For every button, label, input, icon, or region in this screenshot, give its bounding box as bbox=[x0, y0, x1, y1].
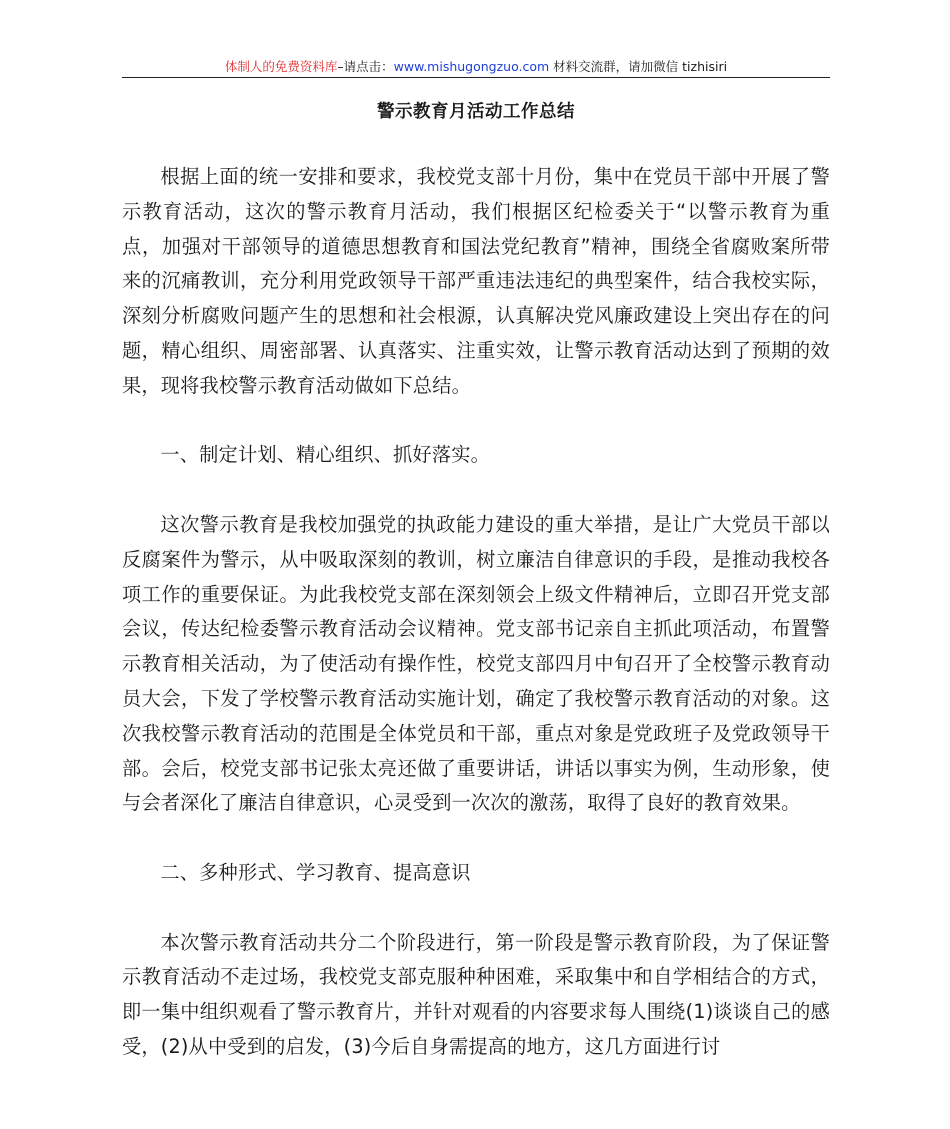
header-prefix: –请点击： bbox=[337, 59, 394, 74]
paragraph-intro: 根据上面的统一安排和要求，我校党支部十月份，集中在党员干部中开展了警示教育活动，这次的警示教育月活动，我们根据区纪检委关于“以警示教育为重点，加强对干部领导的道德思想教育和国法党纪教育”精神，围绕全省腐败案所带来的沉痛教训，充分利用党政领导干部严重违法违纪的典型案件，结合我校实际，深刻分析腐败问题产生的思想和社会根源，认真解决党风廉政建设上突出存在的问题，精心组织、周密部署、认真落实、注重实效，让警示教育活动达到了预期的效果，现将我校警示教育活动做如下总结。 bbox=[122, 165, 830, 397]
document-title: 警示教育月活动工作总结 bbox=[377, 102, 575, 122]
header-divider bbox=[122, 77, 830, 78]
document-body bbox=[122, 160, 830, 1065]
section-heading-2: 二、多种形式、学习教育、提高意识 bbox=[160, 860, 471, 884]
header-url-link[interactable]: www.mishugongzuo.com bbox=[393, 59, 550, 74]
page-header bbox=[122, 57, 830, 77]
header-suffix: 材料交流群，请加微信 tizhisiri bbox=[549, 59, 728, 74]
paragraph-section-2: 本次警示教育活动共分二个阶段进行，第一阶段是警示教育阶段，为了保证警示教育活动不走过场，我校党支部克服种种困难，采取集中和自学相结合的方式，即一集中组织观看了警示教育片，并针对观看的内容要求每人围绕(1)谈谈自己的感受，(2)从中受到的启发，(3)今后自身需提高的地方，这几方面进行讨 bbox=[122, 930, 830, 1058]
section-heading-1: 一、制定计划、精心组织、抓好落实。 bbox=[160, 443, 490, 467]
header-brand-link[interactable]: 体制人的免费资料库 bbox=[224, 59, 338, 74]
paragraph-section-1: 这次警示教育是我校加强党的执政能力建设的重大举措，是让广大党员干部以反腐案件为警示，从中吸取深刻的教训，树立廉洁自律意识的手段，是推动我校各项工作的重要保证。为此我校党支部在深刻领会上级文件精神后，立即召开党支部会议，传达纪检委警示教育活动会议精神。党支部书记亲自主抓此项活动，布置警示教育相关活动，为了使活动有操作性，校党支部四月中旬召开了全校警示教育动员大会，下发了学校警示教育活动实施计划，确定了我校警示教育活动的对象。这次我校警示教育活动的范围是全体党员和干部，重点对象是党政班子及党政领导干部。会后，校党支部书记张太亮还做了重要讲话，讲话以事实为例，生动形象，使与会者深化了廉洁自律意识，心灵受到一次次的激荡，取得了良好的教育效果。 bbox=[122, 512, 830, 815]
